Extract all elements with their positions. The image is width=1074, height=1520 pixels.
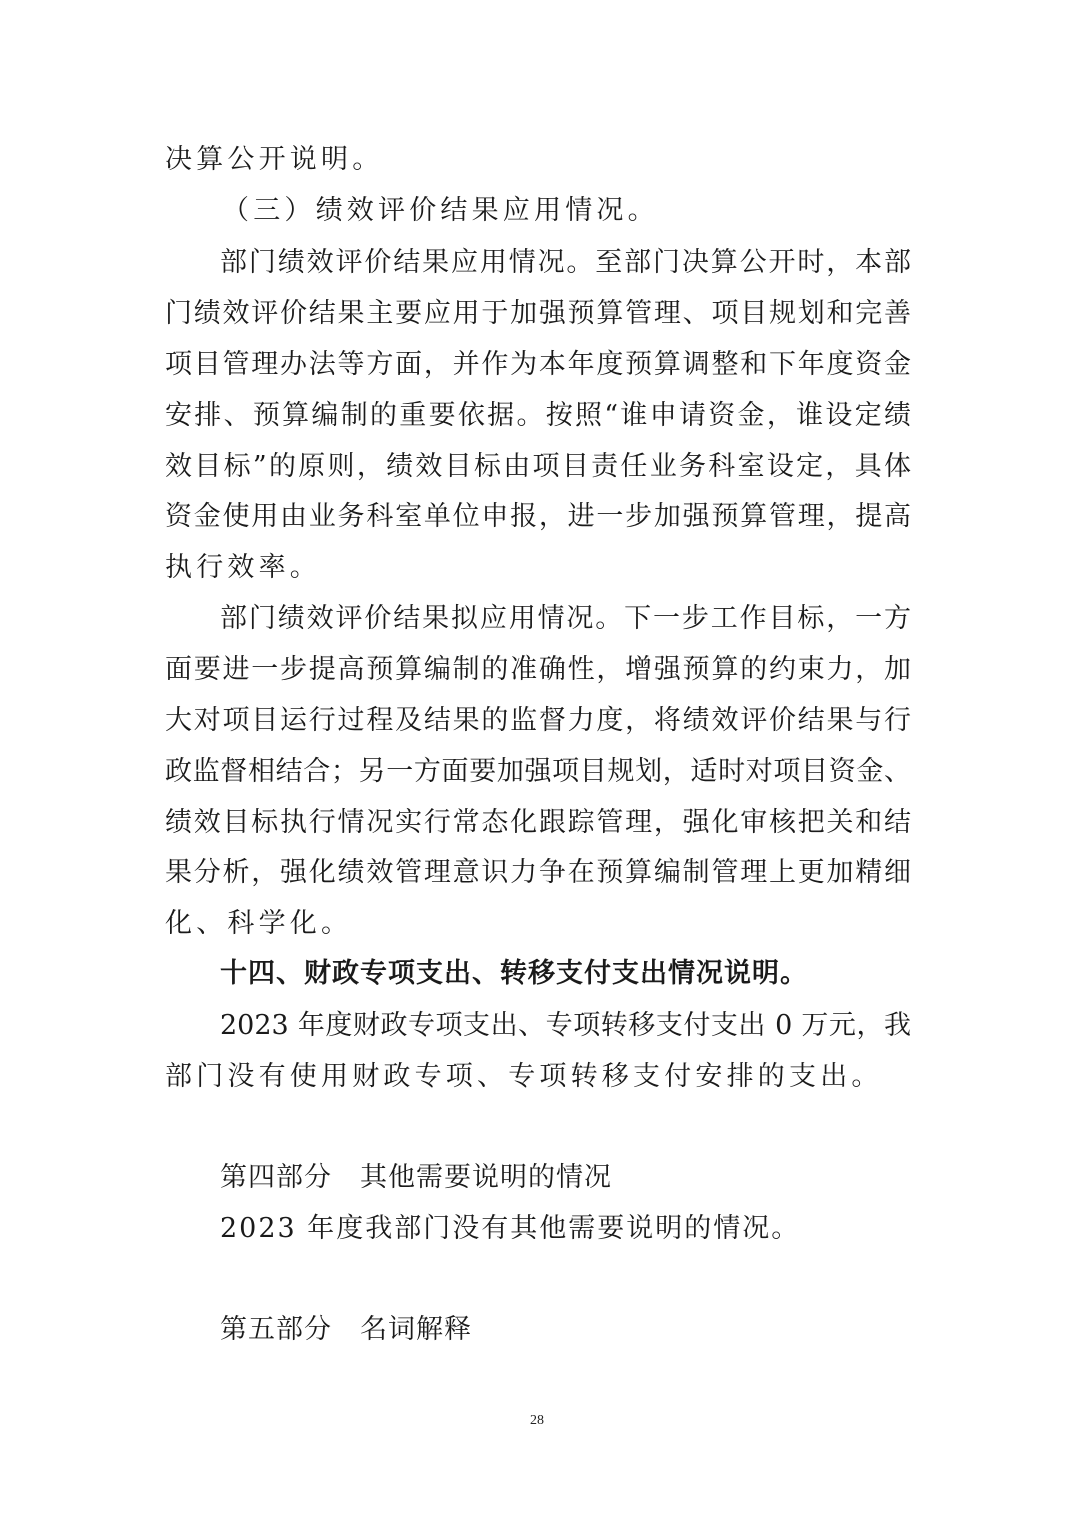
body-line: 化、科学化。 bbox=[165, 908, 353, 939]
section-heading: 十四、财政专项支出、转移支付支出情况说明。 bbox=[220, 958, 808, 989]
subsection-heading: （三）绩效评价结果应用情况。 bbox=[222, 195, 659, 226]
body-line: 效目标”的原则，绩效目标由项目责任业务科室设定，具体 bbox=[165, 451, 911, 482]
body-line: 2023 年度我部门没有其他需要说明的情况。 bbox=[220, 1213, 801, 1244]
page-number: 28 bbox=[530, 1413, 544, 1428]
body-line: 执行效率。 bbox=[165, 552, 321, 583]
body-line: 果分析，强化绩效管理意识力争在预算编制管理上更加精细 bbox=[165, 857, 911, 888]
body-line: 政监督相结合；另一方面要加强项目规划，适时对项目资金、 bbox=[165, 756, 911, 787]
body-line: 部门没有使用财政专项、专项转移支付安排的支出。 bbox=[165, 1061, 883, 1092]
body-line: 部门绩效评价结果拟应用情况。下一步工作目标，一方 bbox=[220, 603, 911, 634]
part-heading: 第五部分 名词解释 bbox=[220, 1314, 472, 1345]
body-line: 决算公开说明。 bbox=[165, 144, 384, 175]
body-line: 项目管理办法等方面，并作为本年度预算调整和下年度资金 bbox=[165, 349, 911, 380]
body-line: 大对项目运行过程及结果的监督力度，将绩效评价结果与行 bbox=[165, 705, 911, 736]
body-line: 绩效目标执行情况实行常态化跟踪管理，强化审核把关和结 bbox=[165, 807, 911, 838]
body-line: 资金使用由业务科室单位申报，进一步加强预算管理，提高 bbox=[165, 501, 911, 532]
body-line: 面要进一步提高预算编制的准确性，增强预算的约束力，加 bbox=[165, 654, 911, 685]
body-line: 安排、预算编制的重要依据。按照“谁申请资金，谁设定绩 bbox=[165, 400, 911, 431]
body-line: 2023 年度财政专项支出、专项转移支付支出 0 万元，我 bbox=[220, 1010, 911, 1041]
body-line: 部门绩效评价结果应用情况。至部门决算公开时，本部 bbox=[220, 247, 911, 278]
body-line: 门绩效评价结果主要应用于加强预算管理、项目规划和完善 bbox=[165, 298, 911, 329]
part-heading: 第四部分 其他需要说明的情况 bbox=[220, 1162, 612, 1193]
